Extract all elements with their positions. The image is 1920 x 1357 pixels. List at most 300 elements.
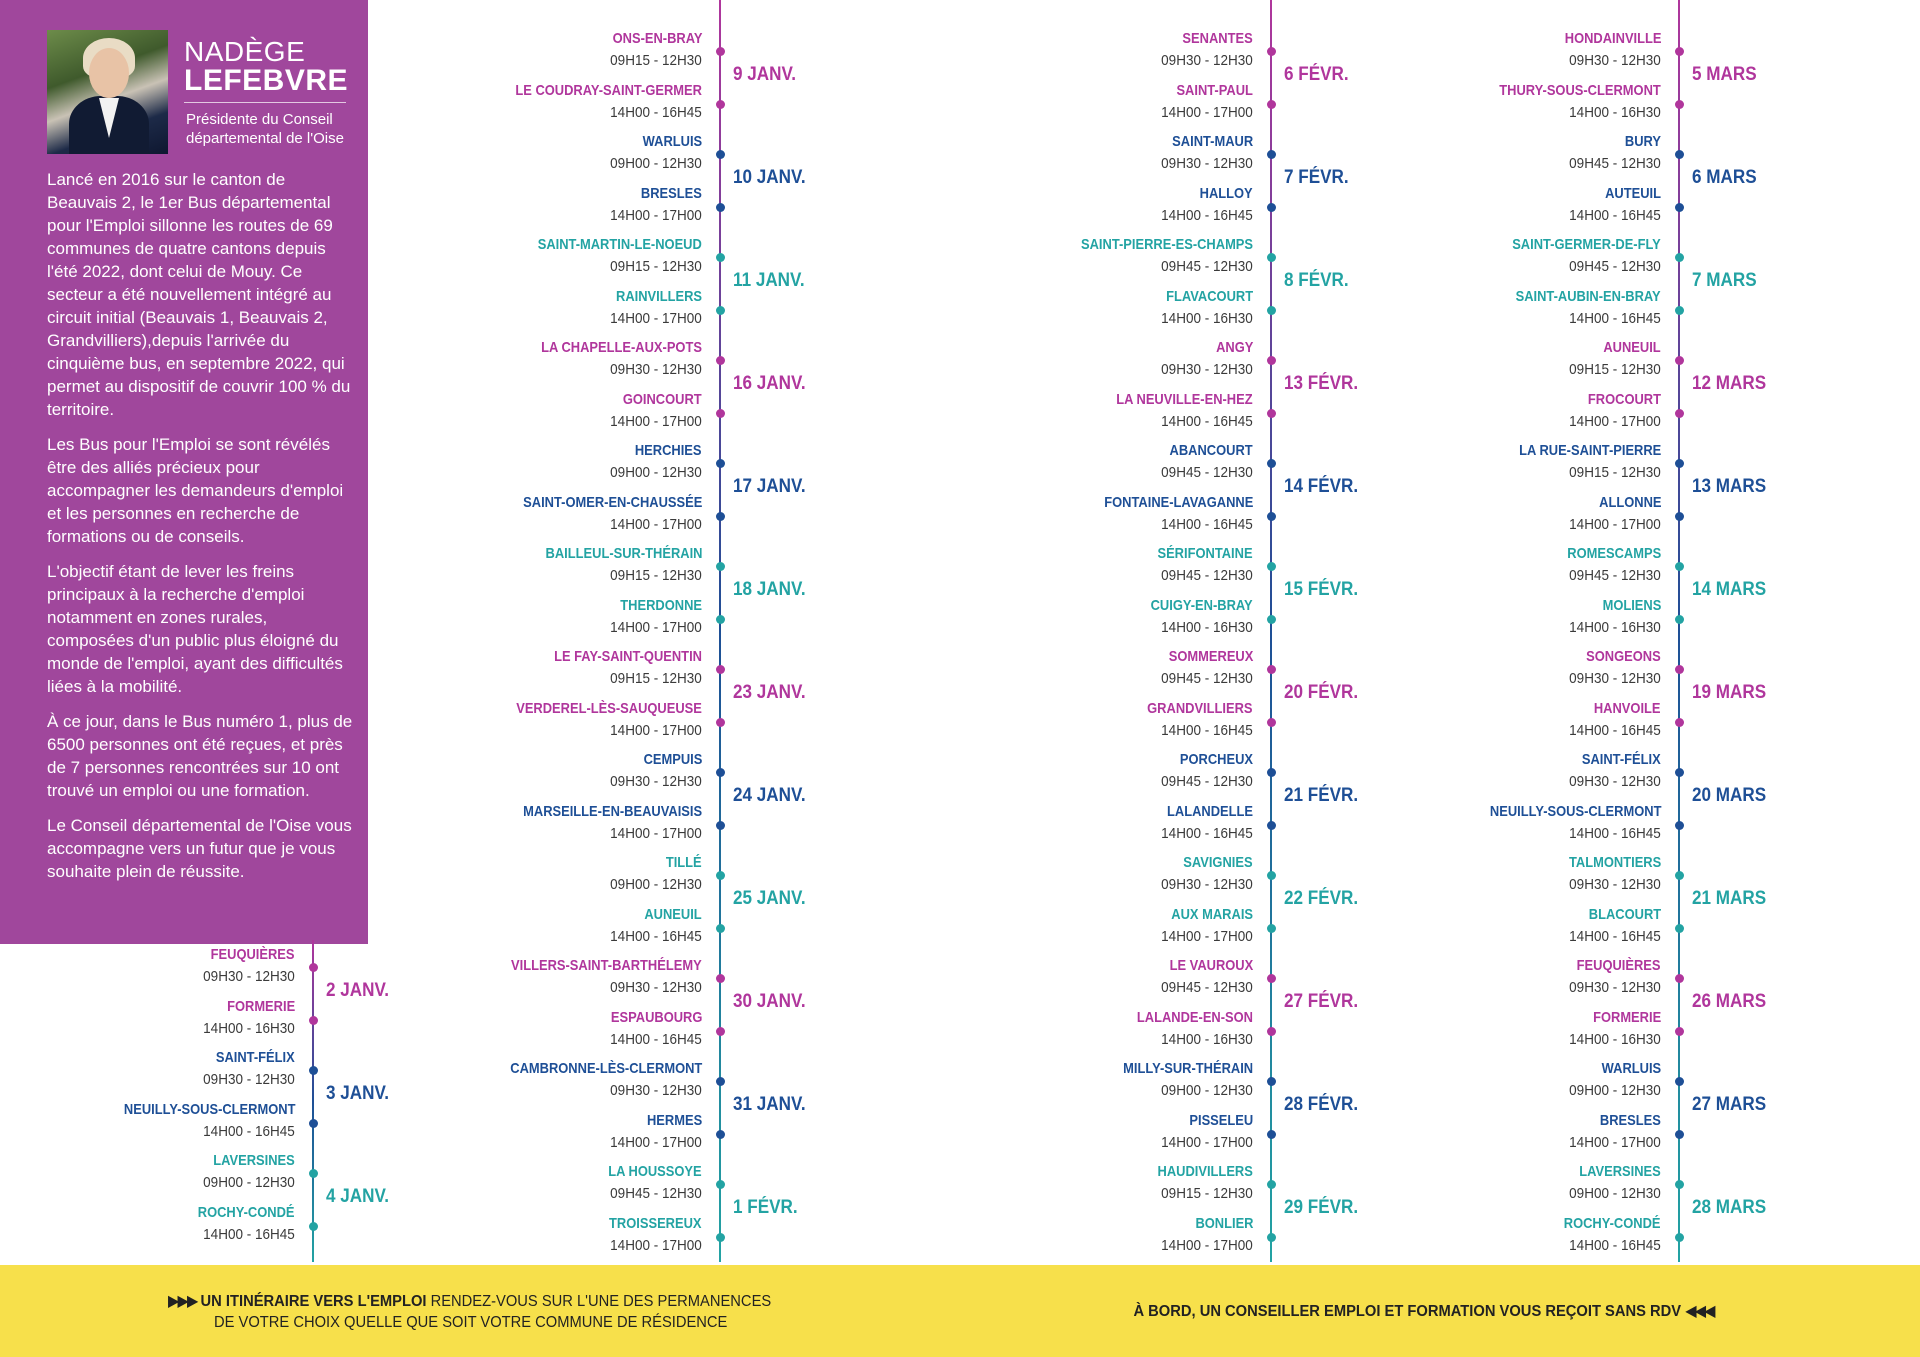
time-morning: 09H45 - 12H30 [1161, 670, 1253, 687]
commune-afternoon: TROISSEREUX [609, 1215, 702, 1232]
commune-morning: CEMPUIS [643, 751, 702, 768]
commune-afternoon: HERMES [646, 1112, 702, 1129]
date-label: 28 MARS [1692, 1197, 1767, 1218]
time-afternoon: 14H00 - 16H30 [1569, 619, 1661, 636]
timeline-dot [1675, 768, 1684, 777]
timeline-dot [1675, 409, 1684, 418]
timeline-dot [1675, 100, 1684, 109]
commune-afternoon: HALLOY [1199, 185, 1253, 202]
schedule-entry [850, 957, 1270, 1053]
timeline-dot [1675, 512, 1684, 521]
schedule-entry [1258, 133, 1678, 229]
date-label: 8 FÉVR. [1284, 270, 1349, 291]
commune-afternoon: AUX MARAIS [1171, 906, 1253, 923]
time-afternoon: 14H00 - 16H45 [610, 1031, 702, 1048]
time-morning: 09H00 - 12H30 [610, 876, 702, 893]
commune-morning: AUNEUIL [1603, 339, 1661, 356]
commune-morning: LE VAUROUX [1169, 957, 1253, 974]
commune-morning: HAUDIVILLERS [1157, 1163, 1253, 1180]
date-label: 16 JANV. [733, 373, 806, 394]
time-afternoon: 14H00 - 16H45 [1569, 1237, 1661, 1254]
commune-afternoon: NEUILLY-SOUS-CLERMONT [1489, 803, 1661, 820]
date-label: 6 FÉVR. [1284, 64, 1349, 85]
commune-afternoon: SAINT-AUBIN-EN-BRAY [1515, 288, 1661, 305]
timeline-dot [1675, 821, 1684, 830]
arrow-right-icon: ▶▶▶ [168, 1293, 197, 1310]
commune-afternoon: AUTEUIL [1605, 185, 1661, 202]
time-afternoon: 14H00 - 17H00 [1569, 516, 1661, 533]
time-afternoon: 14H00 - 16H45 [1569, 207, 1661, 224]
commune-afternoon: BRESLES [641, 185, 702, 202]
timeline-dot [1675, 150, 1684, 159]
schedule-entry [850, 133, 1270, 229]
commune-morning: ANGY [1215, 339, 1253, 356]
commune-afternoon: CUIGY-EN-BRAY [1150, 597, 1253, 614]
time-morning: 09H30 - 12H30 [1161, 876, 1253, 893]
schedule-entry [850, 442, 1270, 538]
commune-afternoon: SAINT-OMER-EN-CHAUSSÉE [522, 494, 702, 511]
date-label: 13 FÉVR. [1284, 373, 1359, 394]
timeline-dot [716, 306, 725, 315]
date-label: 15 FÉVR. [1284, 579, 1359, 600]
commune-morning: SAINT-GERMER-DE-FLY [1512, 236, 1661, 253]
time-morning: 09H15 - 12H30 [610, 52, 702, 69]
time-afternoon: 14H00 - 17H00 [1161, 1237, 1253, 1254]
schedule-entry [1258, 957, 1678, 1053]
schedule-entry [299, 1060, 719, 1156]
timeline-dot [716, 871, 725, 880]
time-afternoon: 14H00 - 16H45 [203, 1226, 295, 1243]
time-afternoon: 14H00 - 17H00 [1569, 1134, 1661, 1151]
time-afternoon: 14H00 - 16H30 [1569, 1031, 1661, 1048]
intro-paragraph: À ce jour, dans le Bus numéro 1, plus de 6500 personnes ont été reçues, et près de 7 personnes rencontrées sur 10 ont trouvé un emploi ou une formation. [47, 712, 353, 800]
schedule-entry [299, 545, 719, 641]
time-afternoon: 14H00 - 16H45 [1569, 928, 1661, 945]
president-first-name: NADÈGE [184, 36, 306, 67]
time-afternoon: 14H00 - 17H00 [610, 516, 702, 533]
time-morning: 09H30 - 12H30 [1161, 361, 1253, 378]
timeline-dot [716, 150, 725, 159]
timeline-dot [716, 1130, 725, 1139]
time-morning: 09H45 - 12H30 [1161, 979, 1253, 996]
time-morning: 09H15 - 12H30 [1569, 361, 1661, 378]
time-afternoon: 14H00 - 17H00 [1161, 104, 1253, 121]
commune-morning: LA RUE-SAINT-PIERRE [1518, 442, 1661, 459]
date-label: 31 JANV. [733, 1094, 806, 1115]
commune-morning: SAINT-PIERRE-ES-CHAMPS [1080, 236, 1253, 253]
date-label: 14 MARS [1692, 579, 1767, 600]
commune-morning: VILLERS-SAINT-BARTHÉLEMY [511, 957, 702, 974]
commune-morning: WARLUIS [1601, 1060, 1661, 1077]
date-label: 20 MARS [1692, 785, 1767, 806]
time-morning: 09H30 - 12H30 [610, 773, 702, 790]
date-label: 29 FÉVR. [1284, 1197, 1359, 1218]
schedule-entry [850, 1060, 1270, 1156]
timeline-dot [716, 665, 725, 674]
date-label: 5 MARS [1692, 64, 1757, 85]
timeline-dot [716, 1180, 725, 1189]
timeline-line [719, 0, 721, 1262]
timeline-dot [1675, 1027, 1684, 1036]
time-morning: 09H45 - 12H30 [1161, 464, 1253, 481]
commune-afternoon: LE COUDRAY-SAINT-GERMER [515, 82, 702, 99]
time-afternoon: 14H00 - 17H00 [1161, 1134, 1253, 1151]
schedule-entry [299, 133, 719, 229]
timeline-dot [1675, 924, 1684, 933]
date-label: 25 JANV. [733, 888, 806, 909]
commune-afternoon: MOLIENS [1602, 597, 1661, 614]
commune-afternoon: ESPAUBOURG [610, 1009, 702, 1026]
commune-morning: SAVIGNIES [1183, 854, 1253, 871]
time-afternoon: 14H00 - 16H45 [203, 1123, 295, 1140]
commune-morning: ABANCOURT [1169, 442, 1253, 459]
timeline-dot [1675, 306, 1684, 315]
date-label: 7 MARS [1692, 270, 1757, 291]
commune-morning: CAMBRONNE-LÈS-CLERMONT [509, 1060, 702, 1077]
time-afternoon: 14H00 - 17H00 [610, 619, 702, 636]
timeline-dot [716, 1077, 725, 1086]
timeline-dot [716, 100, 725, 109]
schedule-entry [850, 545, 1270, 641]
schedule-entry [1258, 339, 1678, 435]
commune-morning: LAVERSINES [1579, 1163, 1661, 1180]
date-label: 22 FÉVR. [1284, 888, 1359, 909]
time-morning: 09H30 - 12H30 [1569, 979, 1661, 996]
timeline-dot [1675, 253, 1684, 262]
president-role: Présidente du Conseil départemental de l'Oise [186, 111, 344, 147]
commune-morning: WARLUIS [642, 133, 702, 150]
date-label: 28 FÉVR. [1284, 1094, 1359, 1115]
time-morning: 09H30 - 12H30 [1569, 876, 1661, 893]
commune-morning: BURY [1624, 133, 1661, 150]
commune-morning: SÉRIFONTAINE [1157, 545, 1253, 562]
commune-afternoon: BRESLES [1600, 1112, 1661, 1129]
date-label: 7 FÉVR. [1284, 167, 1349, 188]
schedule-entry [850, 30, 1270, 126]
schedule-entry [850, 339, 1270, 435]
commune-morning: SAINT-MAUR [1172, 133, 1253, 150]
time-morning: 09H00 - 12H30 [1161, 1082, 1253, 1099]
time-afternoon: 14H00 - 16H45 [1569, 310, 1661, 327]
schedule-entry [0, 1049, 312, 1145]
commune-morning: LE FAY-SAINT-QUENTIN [554, 648, 702, 665]
timeline-dot [1675, 203, 1684, 212]
date-label: 27 MARS [1692, 1094, 1767, 1115]
timeline-dot [716, 47, 725, 56]
time-morning: 09H00 - 12H30 [1569, 1185, 1661, 1202]
schedule-entry [1258, 545, 1678, 641]
time-afternoon: 14H00 - 16H45 [1569, 825, 1661, 842]
commune-afternoon: ALLONNE [1598, 494, 1661, 511]
commune-morning: HERCHIES [635, 442, 702, 459]
commune-morning: SONGEONS [1586, 648, 1661, 665]
date-label: 2 JANV. [326, 980, 390, 1001]
timeline-dot [716, 253, 725, 262]
time-morning: 09H30 - 12H30 [1569, 773, 1661, 790]
date-label: 11 JANV. [733, 270, 805, 291]
timeline-dot [716, 409, 725, 418]
timeline-dot [1675, 615, 1684, 624]
time-afternoon: 14H00 - 16H45 [610, 104, 702, 121]
time-afternoon: 14H00 - 16H45 [1161, 516, 1253, 533]
commune-afternoon: LA NEUVILLE-EN-HEZ [1116, 391, 1253, 408]
date-label: 24 JANV. [733, 785, 806, 806]
time-afternoon: 14H00 - 16H30 [1161, 619, 1253, 636]
schedule-entry [850, 648, 1270, 744]
timeline-dot [716, 203, 725, 212]
timeline-dot [716, 512, 725, 521]
time-afternoon: 14H00 - 16H45 [610, 928, 702, 945]
schedule-entry [299, 648, 719, 744]
schedule-entry [299, 751, 719, 847]
time-afternoon: 14H00 - 17H00 [610, 413, 702, 430]
time-morning: 09H30 - 12H30 [1161, 52, 1253, 69]
time-morning: 09H30 - 12H30 [203, 1071, 295, 1088]
commune-morning: SOMMEREUX [1168, 648, 1253, 665]
commune-morning: FEUQUIÈRES [211, 946, 295, 963]
date-label: 21 MARS [1692, 888, 1767, 909]
date-label: 20 FÉVR. [1284, 682, 1359, 703]
time-afternoon: 14H00 - 16H30 [1569, 104, 1661, 121]
commune-afternoon: FORMERIE [1592, 1009, 1661, 1026]
commune-morning: LA HOUSSOYE [608, 1163, 702, 1180]
commune-afternoon: NEUILLY-SOUS-CLERMONT [123, 1101, 295, 1118]
time-morning: 09H15 - 12H30 [610, 670, 702, 687]
date-label: 14 FÉVR. [1284, 476, 1359, 497]
timeline-dot [716, 356, 725, 365]
schedule-entry [0, 946, 312, 1042]
timeline-dot [716, 562, 725, 571]
commune-morning: ROMESCAMPS [1567, 545, 1661, 562]
timeline-dot [716, 924, 725, 933]
footer-left-line2: DE VOTRE CHOIX QUELLE QUE SOIT VOTRE COMMUNE DE RÉSIDENCE [214, 1314, 728, 1331]
commune-afternoon: FROCOURT [1587, 391, 1661, 408]
date-label: 18 JANV. [733, 579, 806, 600]
date-label: 6 MARS [1692, 167, 1757, 188]
time-afternoon: 14H00 - 17H00 [610, 1237, 702, 1254]
date-label: 13 MARS [1692, 476, 1767, 497]
schedule-entry [850, 751, 1270, 847]
commune-afternoon: BLACOURT [1588, 906, 1661, 923]
date-label: 10 JANV. [733, 167, 806, 188]
commune-morning: BAILLEUL-SUR-THÉRAIN [545, 545, 702, 562]
schedule-entry [299, 957, 719, 1053]
date-label: 17 JANV. [733, 476, 806, 497]
date-label: 3 JANV. [326, 1083, 390, 1104]
date-label: 4 JANV. [326, 1186, 390, 1207]
commune-afternoon: FLAVACOURT [1166, 288, 1253, 305]
president-last-name: LEFEBVRE [184, 64, 349, 97]
commune-morning: HONDAINVILLE [1564, 30, 1661, 47]
time-morning: 09H15 - 12H30 [610, 567, 702, 584]
date-label: 9 JANV. [733, 64, 797, 85]
footer-left-text [168, 1291, 771, 1333]
date-label: 19 MARS [1692, 682, 1767, 703]
timeline-dot [716, 718, 725, 727]
schedule-entry [299, 339, 719, 435]
schedule-entry [299, 236, 719, 332]
timeline-line [1678, 0, 1680, 1262]
commune-morning: SAINT-FÉLIX [1582, 751, 1661, 768]
timeline-dot [716, 768, 725, 777]
time-morning: 09H15 - 12H30 [1569, 464, 1661, 481]
time-afternoon: 14H00 - 16H30 [203, 1020, 295, 1037]
time-afternoon: 14H00 - 16H45 [1161, 722, 1253, 739]
time-afternoon: 14H00 - 17H00 [610, 310, 702, 327]
time-morning: 09H30 - 12H30 [610, 979, 702, 996]
time-morning: 09H45 - 12H30 [610, 1185, 702, 1202]
time-morning: 09H45 - 12H30 [1569, 567, 1661, 584]
schedule-entry [299, 1163, 719, 1259]
timeline-dot [1675, 459, 1684, 468]
schedule-entry [1258, 1163, 1678, 1259]
time-morning: 09H30 - 12H30 [1161, 155, 1253, 172]
time-morning: 09H45 - 12H30 [1569, 155, 1661, 172]
time-morning: 09H30 - 12H30 [610, 361, 702, 378]
timeline-dot [1675, 718, 1684, 727]
commune-morning: LAVERSINES [213, 1152, 295, 1169]
commune-morning: FEUQUIÈRES [1577, 957, 1661, 974]
time-afternoon: 14H00 - 16H45 [1569, 722, 1661, 739]
commune-afternoon: ROCHY-CONDÉ [1564, 1215, 1661, 1232]
time-morning: 09H00 - 12H30 [610, 155, 702, 172]
schedule-entry [299, 30, 719, 126]
schedule-entry [1258, 648, 1678, 744]
arrow-left-icon: ◀◀◀ [1685, 1303, 1714, 1320]
schedule-entry [850, 854, 1270, 950]
time-morning: 09H30 - 12H30 [203, 968, 295, 985]
timeline-dot [716, 1027, 725, 1036]
commune-afternoon: FORMERIE [226, 998, 295, 1015]
time-morning: 09H45 - 12H30 [1161, 567, 1253, 584]
timeline-dot [1675, 562, 1684, 571]
schedule-entry [1258, 236, 1678, 332]
intro-paragraph: L'objectif étant de lever les freins principaux à la recherche d'emploi notamment en zones rurales, composées d'un public plus éloigné du monde de l'emploi, ayant des difficultés liées à la mobilité. [47, 562, 343, 696]
time-morning: 09H45 - 12H30 [1161, 773, 1253, 790]
commune-afternoon: BONLIER [1194, 1215, 1253, 1232]
schedule-entry [850, 236, 1270, 332]
commune-afternoon: GOINCOURT [623, 391, 702, 408]
time-afternoon: 14H00 - 17H00 [610, 722, 702, 739]
timeline-dot [716, 459, 725, 468]
timeline-dot [1675, 1130, 1684, 1139]
schedule-entry [850, 1163, 1270, 1259]
commune-afternoon: THERDONNE [620, 597, 702, 614]
time-morning: 09H45 - 12H30 [1569, 258, 1661, 275]
date-label: 21 FÉVR. [1284, 785, 1359, 806]
commune-afternoon: PISSELEU [1189, 1112, 1253, 1129]
commune-morning: TALMONTIERS [1568, 854, 1661, 871]
commune-afternoon: HANVOILE [1594, 700, 1661, 717]
timeline-dot [1675, 974, 1684, 983]
timeline-dot [1675, 871, 1684, 880]
time-morning: 09H30 - 12H30 [610, 1082, 702, 1099]
time-afternoon: 14H00 - 17H00 [610, 825, 702, 842]
timeline-dot [716, 974, 725, 983]
footer-left-bold: UN ITINÉRAIRE VERS L'EMPLOI [200, 1293, 427, 1310]
timeline-dot [716, 615, 725, 624]
commune-morning: PORCHEUX [1179, 751, 1253, 768]
time-morning: 09H15 - 12H30 [1161, 1185, 1253, 1202]
commune-afternoon: GRANDVILLIERS [1147, 700, 1253, 717]
time-morning: 09H00 - 12H30 [1569, 1082, 1661, 1099]
time-afternoon: 14H00 - 17H00 [1161, 928, 1253, 945]
timeline-dot [1675, 1077, 1684, 1086]
date-label: 23 JANV. [733, 682, 806, 703]
commune-afternoon: MARSEILLE-EN-BEAUVAISIS [523, 803, 702, 820]
timeline-dot [716, 821, 725, 830]
commune-afternoon: LALANDELLE [1167, 803, 1253, 820]
commune-afternoon: SAINT-PAUL [1176, 82, 1253, 99]
commune-morning: LA CHAPELLE-AUX-POTS [541, 339, 702, 356]
commune-morning: SAINT-MARTIN-LE-NOEUD [537, 236, 702, 253]
time-morning: 09H30 - 12H30 [1569, 670, 1661, 687]
commune-afternoon: AUNEUIL [644, 906, 702, 923]
timeline-dot [1675, 356, 1684, 365]
schedule-entry [1258, 30, 1678, 126]
footer-left-line1: RENDEZ-VOUS SUR L'UNE DES PERMANENCES [426, 1293, 772, 1310]
time-morning: 09H45 - 12H30 [1161, 258, 1253, 275]
commune-morning: TILLÉ [666, 854, 702, 871]
date-label: 26 MARS [1692, 991, 1767, 1012]
commune-morning: SAINT-FÉLIX [216, 1049, 295, 1066]
timeline-dot [1675, 1180, 1684, 1189]
commune-morning: SENANTES [1182, 30, 1253, 47]
commune-morning: MILLY-SUR-THÉRAIN [1123, 1060, 1253, 1077]
date-label: 1 FÉVR. [733, 1197, 798, 1218]
commune-afternoon: VERDEREL-LÈS-SAUQUEUSE [516, 700, 702, 717]
time-afternoon: 14H00 - 16H45 [1161, 825, 1253, 842]
footer-right-text [1134, 1301, 1714, 1321]
timeline-dot [716, 1233, 725, 1242]
time-morning: 09H00 - 12H30 [610, 464, 702, 481]
date-label: 30 JANV. [733, 991, 806, 1012]
intro-paragraph: Lancé en 2016 sur le canton de Beauvais 2, le 1er Bus départemental pour l'Emploi sillonne les routes de 69 communes de quatre cantons depuis l'été 2022, dont celui de Mouy. Ce secteur a été nouvellement intégré au circuit initial (Beauvais 1, Beauvais 2, Grandvilliers),depuis l'arrivée du cinquième bus, en septembre 2022, qui permet au dispositif de couvrir 100 % du territoire. [47, 170, 351, 419]
time-afternoon: 14H00 - 16H30 [1161, 1031, 1253, 1048]
schedule-entry [299, 854, 719, 950]
timeline-dot [1675, 665, 1684, 674]
commune-afternoon: RAINVILLERS [615, 288, 702, 305]
time-afternoon: 14H00 - 16H45 [1161, 413, 1253, 430]
commune-afternoon: THURY-SOUS-CLERMONT [1499, 82, 1661, 99]
time-afternoon: 14H00 - 17H00 [1569, 413, 1661, 430]
date-label: 27 FÉVR. [1284, 991, 1359, 1012]
commune-afternoon: ROCHY-CONDÉ [198, 1204, 295, 1221]
president-photo [47, 30, 168, 154]
date-label: 12 MARS [1692, 373, 1767, 394]
schedule-entry [1258, 442, 1678, 538]
intro-paragraph: Le Conseil départemental de l'Oise vous accompagne vers un futur que je vous souhaite plein de réussite. [47, 816, 352, 881]
footer-banner [0, 1265, 1920, 1357]
schedule-entry [1258, 854, 1678, 950]
schedule-entry [299, 442, 719, 538]
timeline-dot [1675, 1233, 1684, 1242]
time-afternoon: 14H00 - 17H00 [610, 207, 702, 224]
time-morning: 09H15 - 12H30 [610, 258, 702, 275]
footer-right-label: À BORD, UN CONSEILLER EMPLOI ET FORMATION VOUS REÇOIT SANS RDV [1133, 1303, 1682, 1320]
time-morning: 09H00 - 12H30 [203, 1174, 295, 1191]
commune-afternoon: LALANDE-EN-SON [1136, 1009, 1253, 1026]
commune-morning: ONS-EN-BRAY [612, 30, 702, 47]
timeline-dot [1675, 47, 1684, 56]
time-morning: 09H30 - 12H30 [1569, 52, 1661, 69]
schedule-entry [1258, 1060, 1678, 1156]
schedule-entry [1258, 751, 1678, 847]
commune-afternoon: FONTAINE-LAVAGANNE [1103, 494, 1253, 511]
intro-paragraph: Les Bus pour l'Emploi se sont révélés être des alliés précieux pour accompagner les demandeurs d'emploi et les personnes en recherche de formations ou de conseils. [47, 435, 344, 546]
schedule-entry [0, 1152, 312, 1248]
time-afternoon: 14H00 - 16H30 [1161, 310, 1253, 327]
